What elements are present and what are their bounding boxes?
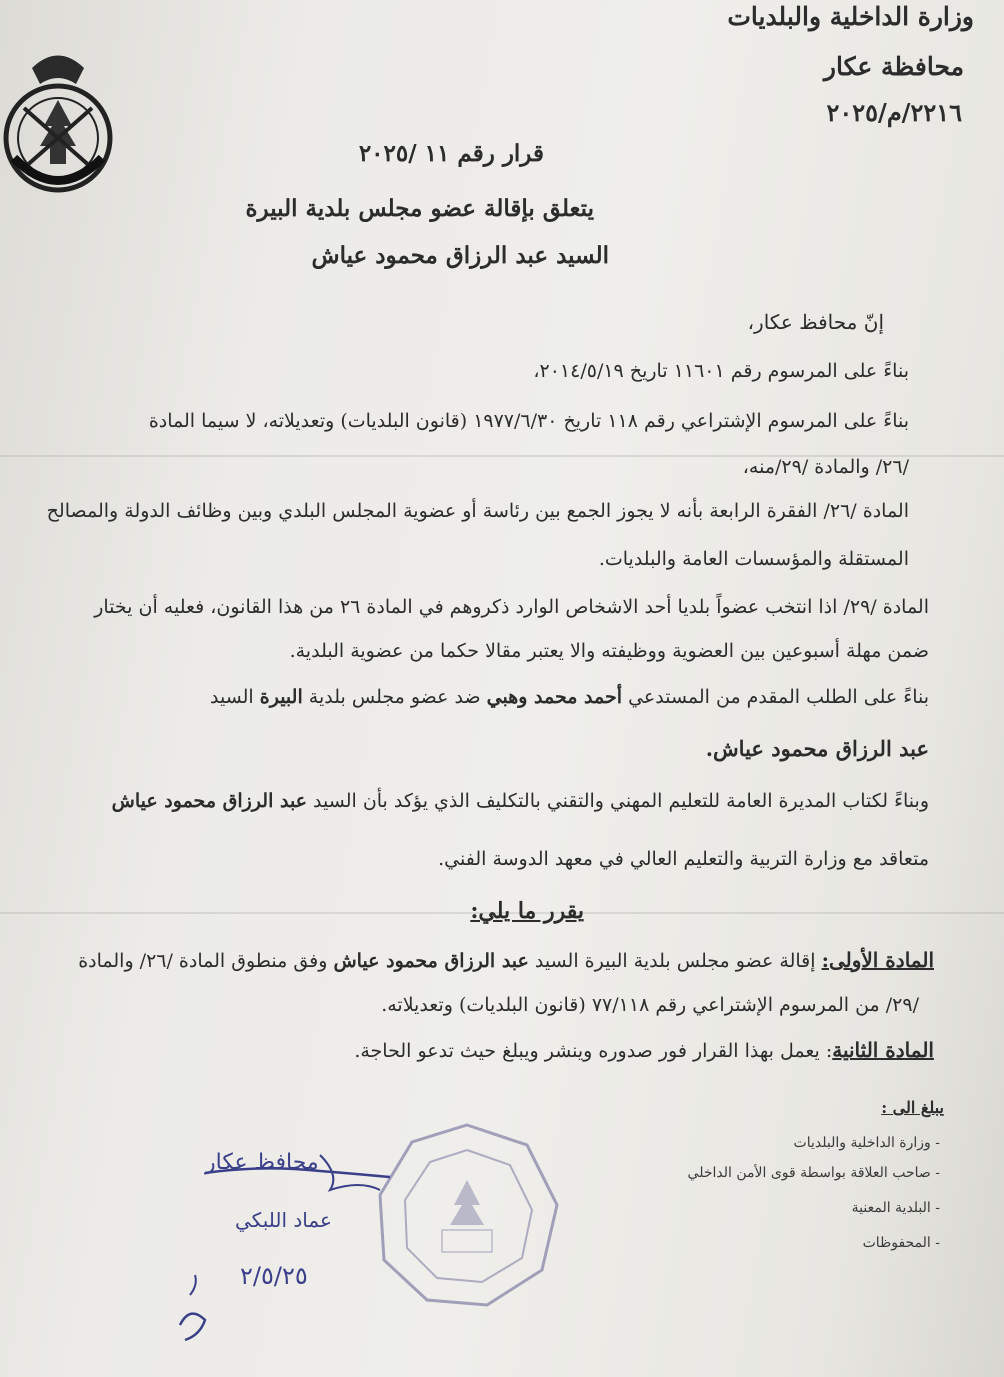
- body-text: إقالة عضو مجلس بلدية البيرة السيد: [528, 950, 822, 972]
- handwritten-signature: [170, 1135, 390, 1365]
- recipient-item: - صاحب العلاقة بواسطة قوى الأمن الداخلي: [687, 1165, 940, 1181]
- body-line: بناءً على المرسوم الإشتراعي رقم ١١٨ تاريخ ١٩٧٧/٦/٣٠ (قانون البلديات) وتعديلاته، لا سيما المادة: [148, 410, 909, 432]
- body-line: ضمن مهلة أسبوعين بين العضوية ووظيفته والا يعتبر مقالا حكما من عضوية البلدية.: [289, 640, 929, 662]
- body-line: متعاقد مع وزارة التربية والتعليم العالي في معهد الدوسة الفني.: [438, 848, 929, 870]
- article-one-label: المادة الأولى:: [821, 948, 934, 972]
- ministry-name: وزارة الداخلية والبلديات: [727, 2, 974, 31]
- body-line: [112, 790, 929, 812]
- decision-number: قرار رقم ١١ /٢٠٢٥: [358, 140, 544, 167]
- ministry-emblem-icon: [2, 38, 114, 193]
- applicant-name: أحمد محمد وهبي: [486, 686, 623, 708]
- article-one: [78, 948, 934, 972]
- recipients-title: يبلغ الى :: [881, 1098, 944, 1117]
- recipient-item: - المحفوظات: [862, 1235, 940, 1251]
- body-line: المادة /٢٩/ اذا انتخب عضواً بلديا أحد الاشخاص الوارد ذكروهم في المادة ٢٦ من هذا القانون، فعليه أن يختار: [94, 596, 929, 618]
- body-text: وفق منطوق المادة /٢٦/ والمادة: [78, 950, 334, 972]
- municipality-name: البيرة: [259, 686, 303, 708]
- member-name-bold: عبد الرزاق محمود عياش: [333, 950, 529, 972]
- article-one-line2: /٢٩/ من المرسوم الإشتراعي رقم ٧٧/١١٨ (قانون البلديات) وتعديلاته.: [381, 994, 919, 1016]
- member-name: عبد الرزاق محمود عياش.: [705, 736, 929, 761]
- signature-name: عماد اللبكي: [235, 1208, 332, 1232]
- decision-subject-person: السيد عبد الرزاق محمود عياش: [311, 242, 609, 269]
- article-two: [354, 1038, 934, 1062]
- body-line: [210, 686, 929, 708]
- signature-date: ٢/٥/٢٥: [240, 1262, 308, 1290]
- official-stamp-icon: [372, 1120, 562, 1310]
- reference-number: ٢٢١٦/م/٢٠٢٥: [826, 98, 962, 127]
- decides-heading: يقرر ما يلي:: [470, 898, 584, 924]
- article-two-label: المادة الثانية: [832, 1038, 934, 1062]
- body-text: وبناءً لكتاب المديرة العامة للتعليم المهني والتقني بالتكليف الذي يؤكد بأن السيد: [307, 790, 929, 812]
- governorate-name: محافظة عكار: [823, 52, 964, 81]
- recipient-item: - وزارة الداخلية والبلديات: [793, 1135, 940, 1151]
- body-text: ضد عضو مجلس بلدية: [302, 686, 487, 708]
- signature-title: محافظ عكار: [205, 1150, 319, 1175]
- body-line: /٢٦/ والمادة /٢٩/منه،: [742, 456, 909, 478]
- body-text: السيد: [209, 686, 260, 708]
- body-text: بناءً على الطلب المقدم من المستدعي: [622, 686, 929, 708]
- opening-line: إنّ محافظ عكار،: [747, 310, 884, 334]
- decision-subject: يتعلق بإقالة عضو مجلس بلدية البيرة: [245, 195, 594, 222]
- body-line: بناءً على المرسوم رقم ١١٦٠١ تاريخ ٢٠١٤/٥/١٩،: [533, 360, 909, 382]
- body-text: : يعمل بهذا القرار فور صدوره وينشر ويبلغ حيث تدعو الحاجة.: [354, 1040, 833, 1062]
- body-line: المادة /٢٦/ الفقرة الرابعة بأنه لا يجوز الجمع بين رئاسة أو عضوية المجلس البلدي وبين وظائف الدولة والمصالح: [46, 500, 909, 522]
- member-name-bold: عبد الرزاق محمود عياش: [111, 790, 308, 812]
- recipient-item: - البلدية المعنية: [851, 1200, 940, 1216]
- body-line: المستقلة والمؤسسات العامة والبلديات.: [598, 548, 909, 570]
